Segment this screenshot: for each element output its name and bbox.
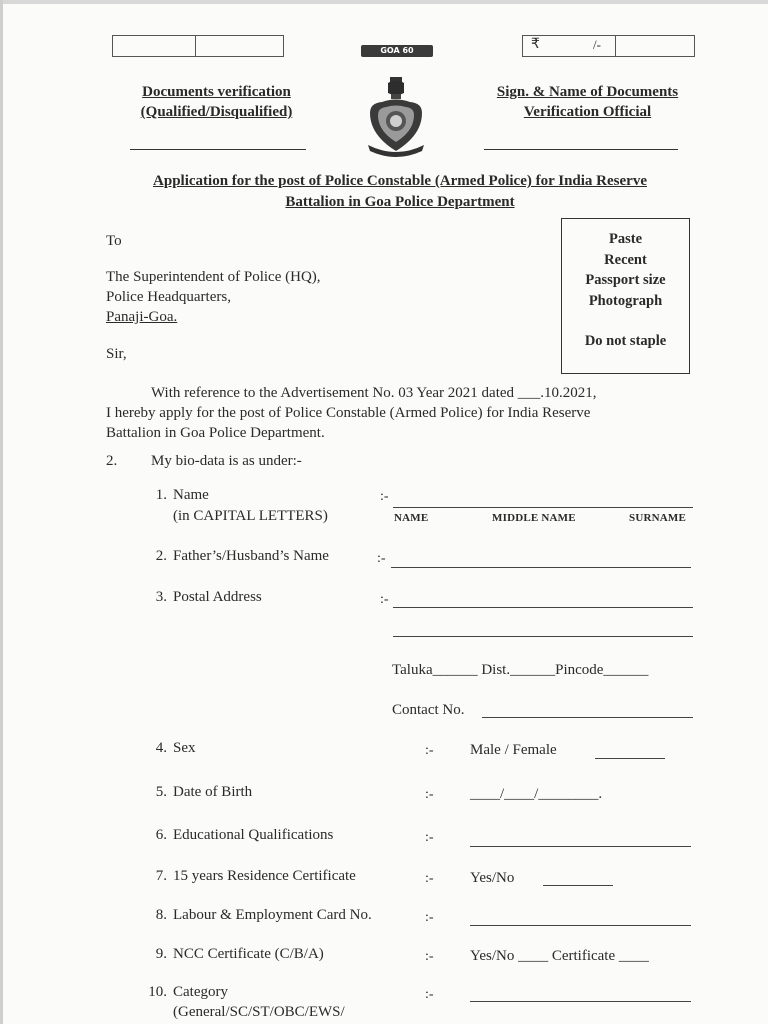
field-label-text: Name [173, 487, 209, 503]
photo-line2: Recent [604, 251, 647, 268]
rupee-symbol: ₹ [531, 36, 540, 52]
category-input-line[interactable] [470, 1001, 691, 1002]
goa-stamp: GOA 60 [361, 45, 433, 57]
field-label-text: Date of Birth [173, 784, 253, 800]
field-number: 4. [155, 740, 167, 756]
father-name-input-line[interactable] [391, 567, 691, 568]
residence-options: Yes/No [470, 870, 515, 886]
field-labour-label [145, 907, 372, 924]
address-line2: Police Headquarters, [106, 289, 231, 305]
separator: :- [425, 743, 434, 758]
photo-box [561, 218, 690, 374]
address-line1: The Superintendent of Police (HQ), [106, 269, 321, 285]
address-line3: Panaji-Goa. [106, 309, 178, 325]
field-category-label [139, 984, 228, 1001]
salutation: Sir, [106, 346, 127, 362]
photo-line3: Passport size [585, 272, 666, 288]
postal-address-line-1[interactable] [393, 607, 693, 608]
dob-input[interactable]: ____/____/________. [470, 786, 603, 802]
fee-suffix: /- [593, 37, 601, 52]
field-number: 7. [155, 868, 167, 884]
middle-name-column-label: MIDDLE NAME [492, 512, 576, 524]
office-use-box-left [112, 35, 284, 57]
to-label: To [106, 233, 122, 249]
separator: :- [425, 830, 434, 845]
field-number: 5. [155, 784, 167, 800]
field-number: 9. [155, 946, 167, 962]
field-label-text: Educational Qualifications [173, 827, 334, 843]
taluka-dist-pincode: Taluka______ Dist.______Pincode______ [392, 662, 649, 678]
field-label-text: 15 years Residence Certificate [173, 868, 356, 884]
field-label-text: Father’s/Husband’s Name [173, 548, 329, 564]
paragraph-line2: I hereby apply for the post of Police Constable (Armed Police) for India Reserve [106, 405, 591, 421]
field-label-text: Sex [173, 740, 196, 756]
separator: :- [425, 949, 434, 964]
office-use-cell [113, 36, 196, 56]
sex-input-line[interactable] [595, 758, 665, 759]
separator: :- [377, 551, 386, 566]
field-dob-label [145, 784, 252, 801]
field-label-text: Labour & Employment Card No. [173, 907, 372, 923]
left-heading-line1: Documents verification [142, 84, 291, 100]
item-2-text: My bio-data is as under:- [151, 453, 302, 469]
postal-address-line-2[interactable] [393, 636, 693, 637]
separator: :- [425, 910, 434, 925]
surname-column-label: SURNAME [629, 512, 687, 524]
field-postal-label [145, 589, 262, 606]
field-education-label [145, 827, 333, 844]
left-heading-line2: (Qualified/Disqualified) [140, 104, 293, 120]
verification-status-line [130, 149, 306, 150]
photo-line1: Paste [608, 231, 642, 247]
paragraph-line1: With reference to the Advertisement No. 03 Year 2021 dated ___.10.2021, [151, 385, 597, 401]
separator: :- [380, 489, 389, 504]
right-heading-line1: Sign. & Name of Documents [496, 84, 679, 100]
field-number: 10. [148, 984, 167, 1000]
fee-receipt-cell [616, 36, 693, 56]
residence-input-line[interactable] [543, 885, 613, 886]
name-input-line[interactable] [393, 507, 693, 508]
fee-box [522, 35, 695, 57]
field-name-sublabel: (in CAPITAL LETTERS) [173, 508, 328, 524]
verification-official-heading [466, 82, 709, 122]
field-category-sublabel: (General/SC/ST/OBC/EWS/ [173, 1004, 345, 1020]
field-label-text: NCC Certificate (C/B/A) [173, 946, 324, 962]
separator: :- [425, 871, 434, 886]
field-number: 2. [155, 548, 167, 564]
title-line1: Application for the post of Police Constable (Armed Police) for India Reserve [153, 173, 647, 189]
item-2-number: 2. [106, 453, 118, 469]
photo-line5: Do not staple [584, 333, 667, 349]
field-residence-label [145, 868, 356, 885]
labour-card-input-line[interactable] [470, 925, 691, 926]
sex-options: Male / Female [470, 742, 557, 758]
police-emblem-logo [360, 75, 432, 157]
field-label-text: Category [173, 984, 228, 1000]
page-top-edge [0, 0, 768, 4]
separator: :- [425, 987, 434, 1002]
field-number: 1. [155, 487, 167, 503]
education-input-line[interactable] [470, 846, 691, 847]
separator: :- [380, 592, 389, 607]
official-signature-line [484, 149, 678, 150]
contact-no-label: Contact No. [392, 702, 465, 718]
field-sex-label [145, 740, 196, 757]
application-title [100, 171, 700, 213]
fee-amount-cell [523, 36, 616, 56]
field-number: 8. [155, 907, 167, 923]
field-ncc-label [145, 946, 324, 963]
separator: :- [425, 787, 434, 802]
contact-no-input-line[interactable] [482, 717, 693, 718]
ncc-options[interactable]: Yes/No ____ Certificate ____ [470, 948, 649, 964]
name-column-label: NAME [394, 512, 429, 524]
office-use-cell [196, 36, 282, 56]
title-line2: Battalion in Goa Police Department [285, 194, 515, 210]
field-number: 6. [155, 827, 167, 843]
field-name-label [145, 487, 209, 504]
paragraph-line3: Battalion in Goa Police Department. [106, 425, 325, 441]
documents-verification-heading [110, 82, 323, 122]
address-block [106, 267, 321, 327]
field-label-text: Postal Address [173, 589, 262, 605]
photo-line4: Photograph [588, 292, 663, 309]
right-heading-line2: Verification Official [523, 104, 652, 120]
field-number: 3. [155, 589, 167, 605]
page-left-edge [0, 0, 3, 1024]
field-father-label [145, 548, 329, 565]
